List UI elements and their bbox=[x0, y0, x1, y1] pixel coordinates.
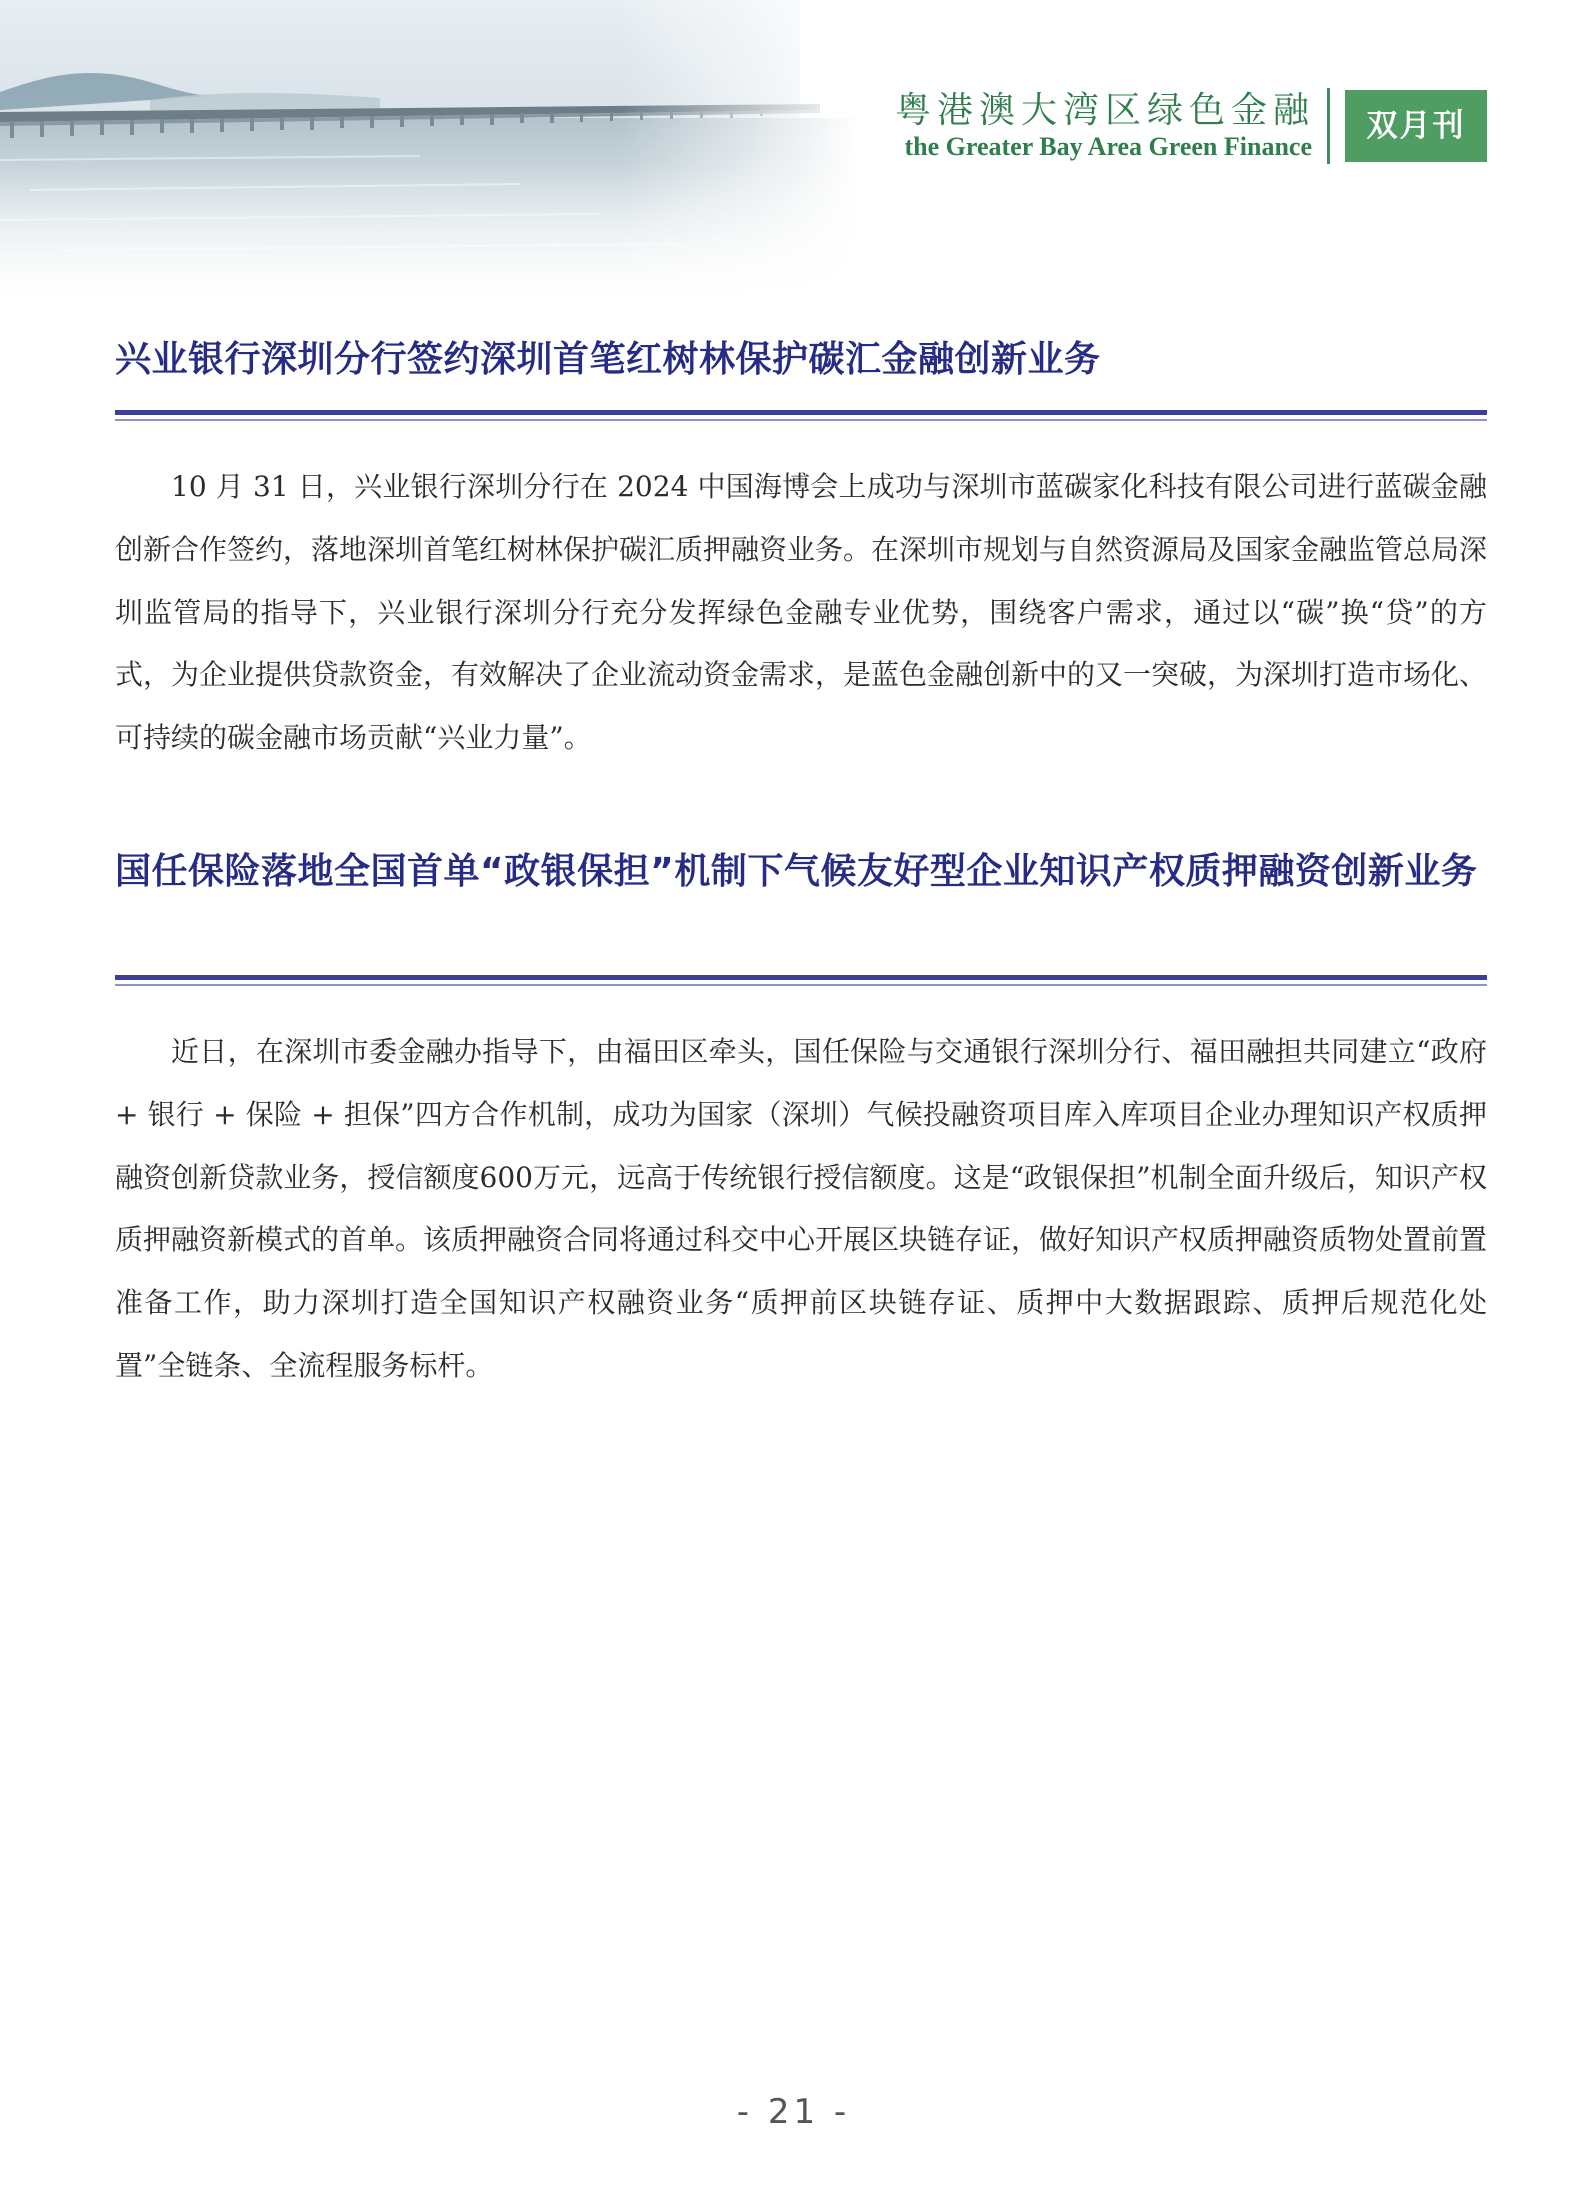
masthead-divider bbox=[1327, 88, 1330, 164]
article-2-title-rule bbox=[115, 975, 1487, 986]
article-2-body: 近日，在深圳市委金融办指导下，由福田区牵头，国任保险与交通银行深圳分行、福田融担共同建立“政府 + 银行 + 保险 + 担保”四方合作机制，成功为国家（深圳）气候投融资项目库入库项目企业办理知识产权质押融资创新贷款业务，授信额度600万元，远高于传统银行授信额度。这是“政银保担”机制全面升级后，知识产权质押融资新模式的首单。该质押融资合同将通过科交中心开展区块链存证，做好知识产权质押融资质物处置前置准备工作，助力深圳打造全国知识产权融资业务“质押前区块链存证、质押中大数据跟踪、质押后规范化处置”全链条、全流程服务标杆。 bbox=[115, 1035, 1488, 1382]
masthead-chinese-title: 粤港澳大湾区绿色金融 bbox=[894, 90, 1315, 131]
article-1-title-rule bbox=[115, 410, 1487, 421]
article-1-body: 10 月 31 日，兴业银行深圳分行在 2024 中国海博会上成功与深圳市蓝碳家化科技有限公司进行蓝碳金融创新合作签约，落地深圳首笔红树林保护碳汇质押融资业务。在深圳市规划与自然资源局及国家金融监管总局深圳监管局的指导下，兴业银行深圳分行充分发挥绿色金融专业优势，围绕客户需求，通过以“碳”换“贷”的方式，为企业提供贷款资金，有效解决了企业流动资金需求，是蓝色金融创新中的又一突破，为深圳打造市场化、可持续的碳金融市场贡献“兴业力量”。 bbox=[115, 470, 1488, 755]
bridge-seascape-photo bbox=[0, 0, 860, 300]
page-header bbox=[0, 0, 1587, 300]
article-2-title: 国任保险落地全国首单“政银保担”机制下气候友好型企业知识产权质押融资创新业务 bbox=[115, 851, 1478, 892]
page-number: - 21 - bbox=[736, 2092, 851, 2132]
bimonthly-badge: 双月刊 bbox=[1345, 90, 1487, 162]
article-1-title: 兴业银行深圳分行签约深圳首笔红树林保护碳汇金融创新业务 bbox=[115, 339, 1101, 380]
masthead-english-title: the Greater Bay Area Green Finance bbox=[904, 132, 1312, 161]
